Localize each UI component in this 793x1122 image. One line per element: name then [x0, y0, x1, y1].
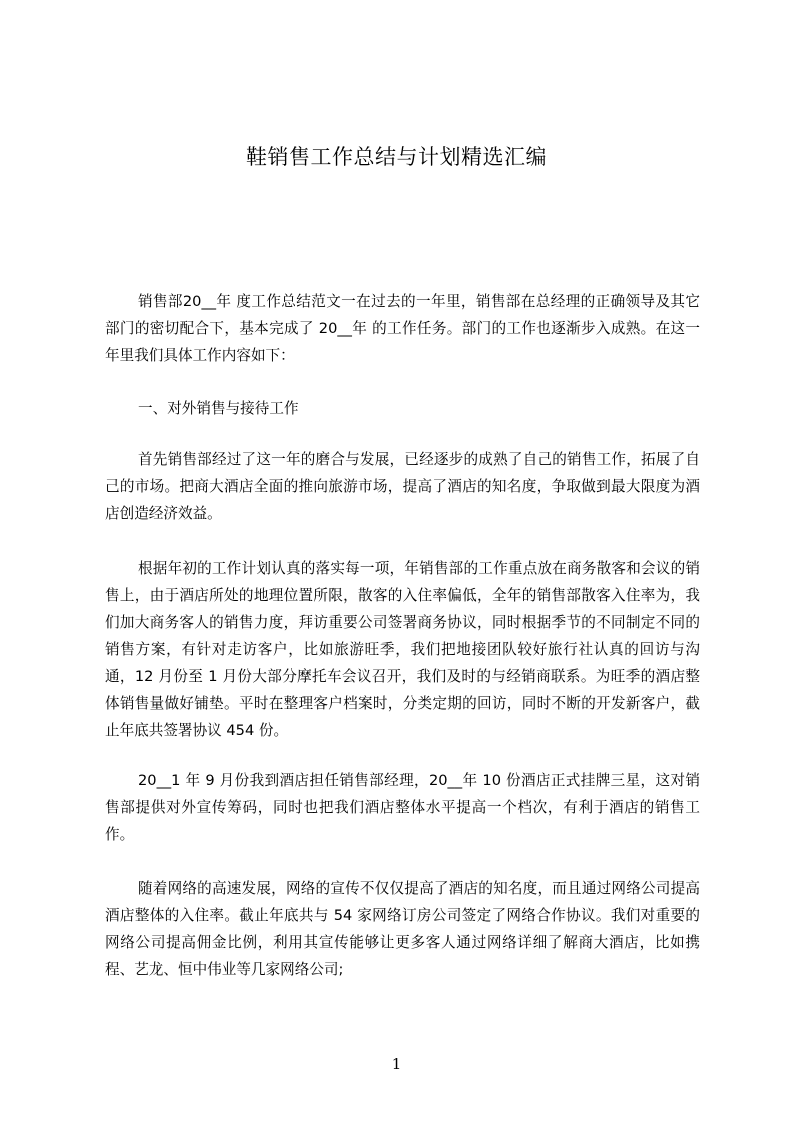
page-number: 1 [391, 1055, 402, 1073]
paragraph-market: 首先销售部经过了这一年的磨合与发展，已经逐步的成熟了自己的销售工作，拓展了自己的市场。把商大酒店全面的推向旅游市场，提高了酒店的知名度，争取做到最大限度为酒店创造经济效益。 [105, 451, 700, 522]
paragraph-promotion: 20__1 年 9 月份我到酒店担任销售部经理，20__年 10 份酒店正式挂牌三星，这对销售部提供对外宣传筹码，同时也把我们酒店整体水平提高一个档次，有利于酒店的销售工作。 [105, 772, 700, 843]
paragraph-intro: 销售部20__年 度工作总结范文一在过去的一年里，销售部在总经理的正确领导及其它部门的密切配合下，基本完成了 20__年 的工作任务。部门的工作也逐渐步入成熟。在这一年里我们具体工作内容如下： [105, 293, 700, 364]
document-title: 鞋销售工作总结与计划精选汇编 [246, 145, 547, 169]
section-heading: 一、对外销售与接待工作 [138, 400, 299, 417]
paragraph-online: 随着网络的高速发展，网络的宣传不仅仅提高了酒店的知名度，而且通过网络公司提高酒店整体的入住率。截止年底共与 54 家网络订房公司签定了网络合作协议。我们对重要的网络公司提高佣金比例，利用其宣传能够让更多客人通过网络详细了解商大酒店，比如携程、艺龙、恒中伟业等几家网络公司; [105, 880, 700, 978]
paragraph-sales-plan: 根据年初的工作计划认真的落实每一项，年销售部的工作重点放在商务散客和会议的销售上，由于酒店所处的地理位置所限，散客的入住率偏低，全年的销售部散客入住率为，我们加大商务客人的销售力度，拜访重要公司签署商务协议，同时根据季节的不同制定不同的销售方案，有针对走访客户，比如旅游旺季，我们把地接团队较好旅行社认真的回访与沟通，12 月份至 1 月份大部分摩托车会议召开，我们及时的与经销商联系。为旺季的酒店整体销售量做好铺垫。平时在整理客户档案时，分类定期的回访，同时不断的开发新客户，截止年底共签署协议 454 份。 [105, 560, 700, 739]
